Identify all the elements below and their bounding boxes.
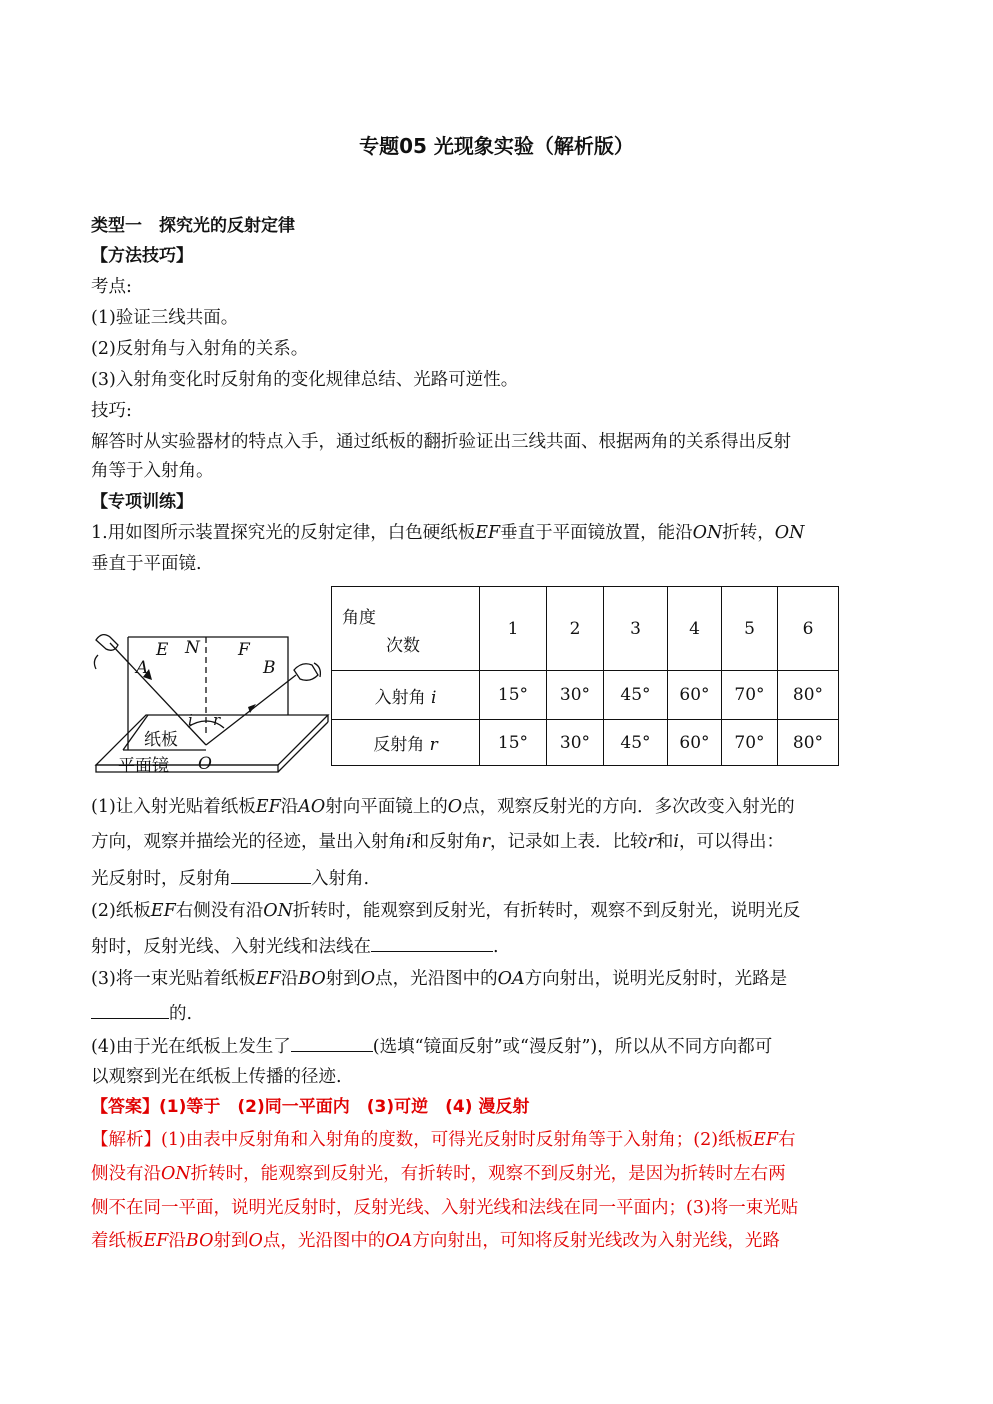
section-heading: 类型一 探究光的反射定律	[91, 216, 295, 236]
label-r: r	[213, 711, 221, 729]
analysis-line-4: 着纸板EF沿BO射到O点，光沿图中的OA方向射出，可知将反射光线改为入射光线，光路	[91, 1231, 780, 1251]
label-o: O	[198, 754, 212, 774]
table-cell: 45°	[604, 671, 668, 720]
table-cell: 70°	[722, 671, 778, 720]
question-1-line-2: 垂直于平面镜.	[91, 554, 202, 574]
point-3: (3)入射角变化时反射角的变化规律总结、光路可逆性。	[91, 370, 519, 390]
table-cell: 60°	[668, 671, 722, 720]
table-cell: 80°	[778, 720, 839, 766]
corner-label-angle: 角度	[342, 608, 376, 628]
label-e: E	[156, 640, 169, 660]
analysis-line-3: 侧不在同一平面，说明光反射时，反射光线、入射光线和法线在同一平面内；(3)将一束光贴	[91, 1198, 799, 1218]
tip-line-1: 解答时从实验器材的特点入手，通过纸板的翻折验证出三线共面、根据两角的关系得出反射	[91, 432, 791, 452]
sub1-line-3: 光反射时，反射角 入射角.	[91, 865, 911, 891]
sub1-line-1: (1)让入射光贴着纸板EF沿AO射向平面镜上的O点，观察反射光的方向．多次改变入射光的	[91, 797, 795, 817]
sub2-line-2: 射时，反射光线、入射光线和法线在 .	[91, 933, 911, 959]
answer-blank-3[interactable]	[91, 1000, 169, 1019]
answer-blank-2[interactable]	[371, 933, 493, 952]
analysis-line-2: 侧没有沿ON折转时，能观察到反射光，有折转时，观察不到反射光，是因为折转时左右两	[91, 1164, 786, 1184]
label-n: N	[185, 638, 200, 658]
sub3-line-1: (3)将一束光贴着纸板EF沿BO射到O点，光沿图中的OA方向射出，说明光反射时，光路是	[91, 969, 788, 989]
col-header: 5	[722, 587, 778, 671]
sub1-line-2: 方向，观察并描绘光的径迹，量出入射角i和反射角r，记录如上表．比较r和i，可以得出：	[91, 832, 784, 852]
label-mirror: 平面镜	[118, 756, 169, 776]
col-header: 2	[547, 587, 604, 671]
page-title: 专题05 光现象实验（解析版）	[359, 134, 634, 158]
table-header-row	[332, 587, 839, 671]
answer-blank-4[interactable]	[291, 1033, 373, 1052]
table-cell: 15°	[480, 720, 547, 766]
analysis-line-1: 【解析】(1)由表中反射角和入射角的度数，可得光反射时反射角等于入射角；(2)纸板EF右	[91, 1130, 796, 1150]
answer-blank-1[interactable]	[231, 865, 311, 884]
sub4-line-1: (4)由于光在纸板上发生了 (选填“镜面反射”或“漫反射”)，所以从不同方向都可	[91, 1033, 911, 1059]
tip-line-2: 角等于入射角。	[91, 461, 214, 481]
col-header: 4	[668, 587, 722, 671]
label-paper: 纸板	[144, 730, 178, 750]
table-cell: 80°	[778, 671, 839, 720]
sub4-line-2: 以观察到光在纸板上传播的径迹.	[91, 1067, 342, 1087]
sub2-line-1: (2)纸板EF右侧没有沿ON折转时，能观察到反射光，有折转时，观察不到反射光，说明光反	[91, 901, 801, 921]
corner-label-count: 次数	[386, 636, 420, 656]
answer-line: 【答案】(1)等于 (2)同一平面内 (3)可逆 (4) 漫反射	[91, 1097, 530, 1117]
reflection-diagram	[88, 625, 333, 790]
sub3-line-2: 的.	[91, 1000, 911, 1026]
table-cell: 30°	[547, 671, 604, 720]
col-header: 6	[778, 587, 839, 671]
table-cell: 70°	[722, 720, 778, 766]
col-header: 3	[604, 587, 668, 671]
label-f: F	[238, 640, 250, 660]
row-label-incident: 入射角 i	[332, 671, 480, 720]
label-i: i	[188, 711, 193, 729]
table-cell: 45°	[604, 720, 668, 766]
row-label-reflect: 反射角 r	[332, 720, 480, 766]
training-heading: 【专项训练】	[91, 492, 193, 512]
table-row	[332, 671, 839, 720]
question-1-line-1: 1.用如图所示装置探究光的反射定律，白色硬纸板EF垂直于平面镜放置，能沿ON折转，ON	[91, 523, 805, 543]
table-row	[332, 720, 839, 766]
kaodian-label: 考点:	[91, 277, 132, 297]
col-header: 1	[480, 587, 547, 671]
jiqiao-label: 技巧:	[91, 401, 132, 421]
point-2: (2)反射角与入射角的关系。	[91, 339, 309, 359]
point-1: (1)验证三线共面。	[91, 308, 239, 328]
table-cell: 15°	[480, 671, 547, 720]
table-cell: 60°	[668, 720, 722, 766]
table-cell: 30°	[547, 720, 604, 766]
label-b: B	[263, 658, 276, 678]
angle-table	[331, 586, 839, 766]
method-heading: 【方法技巧】	[91, 246, 193, 266]
label-a: A	[136, 658, 149, 678]
table-corner-cell	[332, 587, 480, 671]
